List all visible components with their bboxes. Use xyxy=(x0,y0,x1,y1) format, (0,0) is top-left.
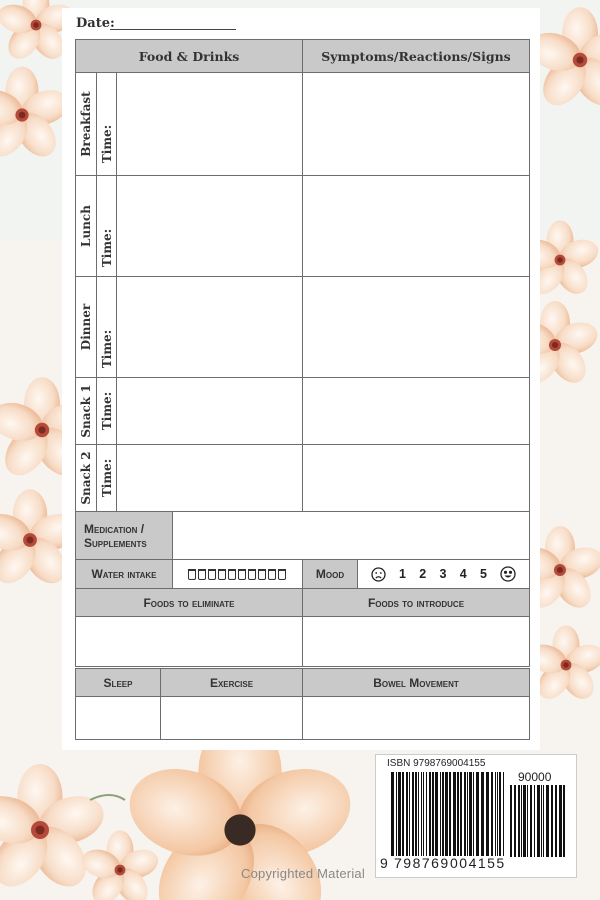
barcode-bar xyxy=(445,772,448,856)
time-label-snack-2 xyxy=(96,444,117,512)
barcode-bar xyxy=(453,772,456,856)
barcode-bar xyxy=(402,772,404,856)
time-label-lunch xyxy=(96,175,117,277)
water-cup-icon[interactable] xyxy=(238,569,246,580)
barcode-bar xyxy=(491,772,493,856)
barcode-bar xyxy=(423,772,424,856)
header-symptoms xyxy=(302,39,530,73)
barcode-bar xyxy=(449,772,451,856)
watermark-bottom: Copyrighted Material xyxy=(241,866,365,881)
meal-name: Snack 1 xyxy=(79,384,93,438)
isbn-group-1: 798769 xyxy=(394,855,450,871)
time-label-snack-1 xyxy=(96,377,117,445)
barcode-bar xyxy=(398,772,401,856)
mood-text: Mood xyxy=(315,567,345,581)
mood-3[interactable]: 3 xyxy=(439,567,447,581)
mood-5[interactable]: 5 xyxy=(480,567,487,581)
medication-field[interactable] xyxy=(172,511,530,560)
time-label: Time: xyxy=(99,391,114,431)
barcode-bar xyxy=(412,772,414,856)
barcode-bars xyxy=(391,772,507,856)
date-line xyxy=(110,29,236,30)
time-label: Time: xyxy=(99,329,114,369)
time-label-breakfast xyxy=(96,72,117,176)
barcode-bar xyxy=(421,772,422,856)
isbn-group-2: 004155 xyxy=(450,855,506,871)
water-cups-tracker[interactable] xyxy=(172,559,303,589)
bowel-field[interactable] xyxy=(302,696,530,740)
barcode-bar xyxy=(514,785,516,857)
barcode-bar xyxy=(551,785,553,857)
time-label: Time: xyxy=(99,458,114,498)
barcode-bar xyxy=(429,772,431,856)
barcode-bar xyxy=(440,772,441,856)
symptoms-cell-lunch[interactable] xyxy=(302,175,530,277)
medication-label-line2: Supplements xyxy=(84,535,147,550)
water-cup-icon[interactable] xyxy=(278,569,286,580)
foods-eliminate-label: Foods to eliminate xyxy=(143,595,235,610)
water-cup-icon[interactable] xyxy=(258,569,266,580)
header-food-drinks-label: Food & Drinks xyxy=(138,48,240,64)
symptoms-cell-snack-1[interactable] xyxy=(302,377,530,445)
barcode-bar xyxy=(555,785,557,857)
food-cell-snack-2[interactable] xyxy=(116,444,303,512)
meal-name: Dinner xyxy=(79,303,93,351)
barcode-bar xyxy=(543,785,544,857)
barcode-bar xyxy=(537,785,540,857)
medication-label-line1: Medication / xyxy=(84,521,145,536)
barcode-bar xyxy=(546,785,549,857)
barcode-bar xyxy=(409,772,410,856)
isbn-label: ISBN 9798769004155 xyxy=(387,758,486,769)
barcode-bar xyxy=(503,772,504,856)
food-cell-breakfast[interactable] xyxy=(116,72,303,176)
exercise-field[interactable] xyxy=(160,696,303,740)
meal-label-snack-1 xyxy=(75,377,97,445)
header-food-drinks xyxy=(75,39,303,73)
bowel-header xyxy=(302,668,530,697)
barcode-bar xyxy=(521,785,522,857)
barcode-bar xyxy=(418,772,419,856)
sad-face-icon[interactable] xyxy=(371,567,386,582)
barcode-bar xyxy=(426,772,427,856)
barcode-bar xyxy=(473,772,474,856)
mood-2[interactable]: 2 xyxy=(419,567,427,581)
meal-name: Lunch xyxy=(79,205,93,247)
barcode-bar xyxy=(499,772,501,856)
barcode-bar xyxy=(510,785,512,857)
foods-introduce-header xyxy=(302,588,530,617)
barcode-bar xyxy=(469,772,472,856)
date-label: Date: xyxy=(76,16,115,31)
mood-4[interactable]: 4 xyxy=(459,567,467,581)
sleep-label: Sleep xyxy=(103,675,133,690)
water-cup-icon[interactable] xyxy=(208,569,216,580)
water-cup-icon[interactable] xyxy=(198,569,206,580)
barcode-bar xyxy=(415,772,417,856)
barcode-bar xyxy=(563,785,565,857)
time-label-dinner xyxy=(96,276,117,378)
mood-1[interactable]: 1 xyxy=(398,567,406,581)
water-cup-icon[interactable] xyxy=(188,569,196,580)
food-cell-snack-1[interactable] xyxy=(116,377,303,445)
barcode-bar xyxy=(435,772,438,856)
meal-label-snack-2 xyxy=(75,444,97,512)
barcode-bar xyxy=(541,785,542,857)
sleep-header xyxy=(75,668,161,697)
water-cup-icon[interactable] xyxy=(218,569,226,580)
barcode-bar xyxy=(534,785,535,857)
foods-eliminate-header xyxy=(75,588,303,617)
symptoms-cell-breakfast[interactable] xyxy=(302,72,530,176)
food-cell-dinner[interactable] xyxy=(116,276,303,378)
barcode-bar xyxy=(530,785,532,857)
exercise-label: Exercise xyxy=(209,675,254,690)
barcode-bar xyxy=(460,772,462,856)
exercise-header xyxy=(160,668,303,697)
symptoms-cell-snack-2[interactable] xyxy=(302,444,530,512)
meal-name: Breakfast xyxy=(79,91,93,157)
barcode-bar xyxy=(432,772,434,856)
meal-label-lunch xyxy=(75,175,97,277)
meal-label-breakfast xyxy=(75,72,97,176)
bowel-label: Bowel Movement xyxy=(373,675,459,690)
price-barcode-bars xyxy=(510,785,566,857)
water-cup-icon[interactable] xyxy=(248,569,256,580)
barcode-bar xyxy=(467,772,468,856)
barcode-bar xyxy=(495,772,496,856)
price-code: 90000 xyxy=(518,770,552,784)
barcode-bar xyxy=(406,772,408,856)
meal-label-dinner xyxy=(75,276,97,378)
barcode-bar xyxy=(523,785,526,857)
barcode-bar xyxy=(527,785,528,857)
barcode-bar xyxy=(559,785,562,857)
water-cups xyxy=(188,565,288,584)
mood-scale[interactable] xyxy=(357,559,530,589)
food-cell-lunch[interactable] xyxy=(116,175,303,277)
barcode-bar xyxy=(457,772,459,856)
barcode-bar xyxy=(497,772,498,856)
barcode-bar xyxy=(518,785,520,857)
barcode-bar xyxy=(464,772,466,856)
foods-introduce-field[interactable] xyxy=(302,616,530,667)
barcode-bar xyxy=(391,772,394,856)
water-intake-label xyxy=(75,559,173,589)
symptoms-cell-dinner[interactable] xyxy=(302,276,530,378)
barcode-bar xyxy=(396,772,397,856)
water-cup-icon[interactable] xyxy=(228,569,236,580)
water-intake-text: Water intake xyxy=(91,567,157,581)
mood-label xyxy=(302,559,358,589)
foods-eliminate-field[interactable] xyxy=(75,616,303,667)
time-label: Time: xyxy=(99,125,114,164)
water-cup-icon[interactable] xyxy=(268,569,276,580)
isbn-first-digit: 9 xyxy=(380,855,388,871)
barcode-bar xyxy=(476,772,479,856)
foods-introduce-label: Foods to introduce xyxy=(367,595,465,610)
happy-face-icon[interactable] xyxy=(500,566,516,582)
barcode-bar xyxy=(486,772,489,856)
header-symptoms-label: Symptoms/Reactions/Signs xyxy=(321,48,511,64)
medication-label xyxy=(75,511,173,560)
barcode-bar xyxy=(442,772,444,856)
barcode-bar xyxy=(481,772,484,856)
time-label: Time: xyxy=(99,228,114,268)
meal-name: Snack 2 xyxy=(79,451,93,505)
sleep-field[interactable] xyxy=(75,696,161,740)
